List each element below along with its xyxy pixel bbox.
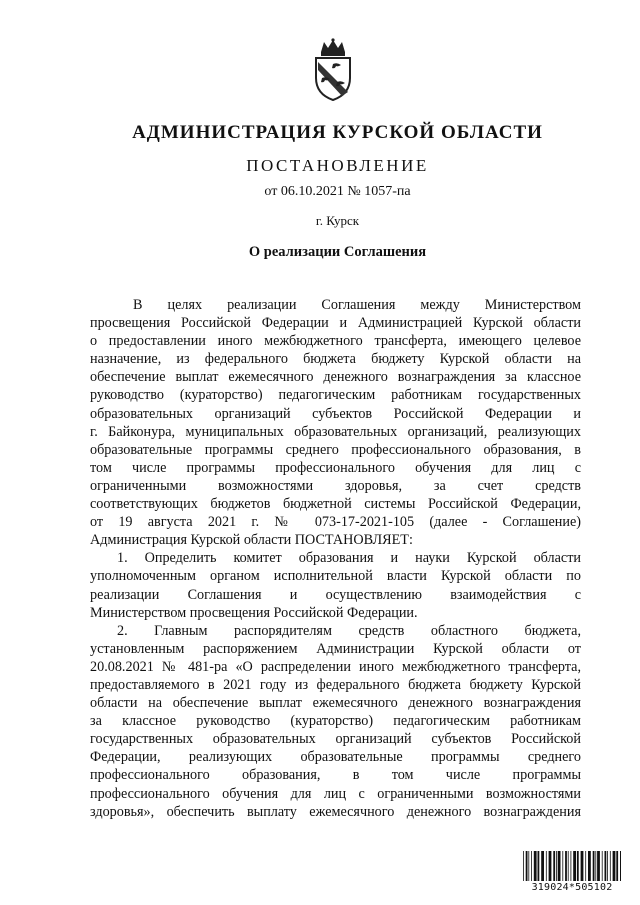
body-line: предоставляемого в 2021 году из федерального бюджета бюджету Курской xyxy=(90,676,581,693)
barcode-bar xyxy=(573,851,576,881)
body-line: ограниченными возможностями здоровья, за счет средств xyxy=(90,477,581,494)
barcode-bar xyxy=(613,851,616,881)
barcode-bar xyxy=(549,851,552,881)
body-line: образовательных организаций субъектов Российской Федерации и xyxy=(90,405,581,422)
body-line: г. Байконура, муниципальных образовательных организаций, реализующих xyxy=(90,423,581,440)
barcode-bar xyxy=(605,851,607,881)
body-line: обеспечение выплат ежемесячного денежного вознаграждения за классное xyxy=(90,369,581,386)
body-line: уполномоченным органом исполнительной власти Курской области по xyxy=(90,568,581,585)
barcode-bar xyxy=(534,851,537,881)
barcode-bar xyxy=(541,851,544,881)
barcode-bar xyxy=(526,851,528,881)
barcode-bar xyxy=(588,851,591,881)
body-line: 1. Определить комитет образования и науки Курской области xyxy=(117,550,581,567)
body-line: области на обеспечение выплат ежемесячного денежного вознаграждения xyxy=(90,695,581,712)
document-body xyxy=(90,296,581,821)
body-line: том числе программы профессионального обучения для лиц с xyxy=(90,459,581,476)
organization-title: АДМИНИСТРАЦИЯ КУРСКОЙ ОБЛАСТИ xyxy=(132,122,543,143)
barcode-bar xyxy=(602,851,603,881)
city-label: г. Курск xyxy=(315,213,360,228)
body-line: установленным распоряжением Администрации Курской области от xyxy=(90,640,581,657)
body-line: Администрация Курской области ПОСТАНОВЛЯЕТ: xyxy=(90,532,413,549)
barcode-bar xyxy=(546,851,547,881)
barcode-bar xyxy=(577,851,579,881)
barcode xyxy=(522,851,622,895)
body-line: Министерством просвещения Российской Федерации. xyxy=(90,604,418,621)
barcode-bar xyxy=(538,851,540,881)
barcode-bar xyxy=(595,851,596,881)
body-line: за классное руководство (кураторство) педагогическим работникам xyxy=(90,713,581,730)
barcode-bar xyxy=(556,851,557,881)
barcode-bar xyxy=(558,851,561,881)
barcode-bar xyxy=(553,851,555,881)
document-type: ПОСТАНОВЛЕНИЕ xyxy=(246,156,429,175)
barcode-bar xyxy=(607,851,608,881)
barcode-bar xyxy=(610,851,611,881)
body-line: руководство (кураторство) педагогическим работникам государственных xyxy=(90,387,581,404)
barcode-bar xyxy=(568,851,569,881)
body-line: о предоставлении иного межбюджетного трансферта, имеющего целевое xyxy=(90,333,581,350)
barcode-bar xyxy=(597,851,600,881)
body-line: 20.08.2021 № 481-ра «О распределении иного межбюджетного трансферта, xyxy=(90,658,581,675)
barcode-bar xyxy=(620,851,621,881)
barcode-bar xyxy=(571,851,572,881)
barcode-bar xyxy=(565,851,567,881)
body-line: образовательные программы среднего профессионального образования, в xyxy=(90,441,581,458)
barcode-bar xyxy=(593,851,595,881)
barcode-bars xyxy=(522,851,622,881)
body-line: профессионального образования, в том числе программы xyxy=(90,767,581,784)
barcode-bar xyxy=(531,851,532,881)
body-line: здоровья», обеспечить выплату ежемесячного денежного вознаграждения xyxy=(90,803,581,820)
barcode-number: 319024*505102 xyxy=(531,882,613,893)
body-line: назначение, из федерального бюджета бюджету Курской области на xyxy=(90,351,581,368)
barcode-bar xyxy=(528,851,529,881)
document-number: от 06.10.2021 № 1057-па xyxy=(264,184,411,199)
barcode-bar xyxy=(581,851,584,881)
body-line: государственных образовательных организаций субъектов Российской xyxy=(90,731,581,748)
body-line: В целях реализации Соглашения между Министерством xyxy=(133,297,581,313)
body-line: соответствующих бюджетов бюджетной системы Российской Федерации, xyxy=(90,496,581,513)
barcode-bar xyxy=(616,851,618,881)
body-line: просвещения Российской Федерации и Администрацией Курской области xyxy=(90,315,581,332)
coat-of-arms-emblem xyxy=(311,38,355,102)
barcode-bar xyxy=(562,851,563,881)
body-line: от 19 августа 2021 г. № 073-17-2021-105 (далее - Соглашение) xyxy=(90,514,581,531)
barcode-bar xyxy=(585,851,586,881)
document-subject: О реализации Соглашения xyxy=(248,244,427,260)
body-line: профессионального обучения для лиц с ограниченными возможностями xyxy=(90,785,581,802)
body-line: реализации Соглашения и осуществлению взаимодействия с xyxy=(90,586,581,603)
body-line: Федерации, реализующих образовательные программы среднего xyxy=(90,749,581,766)
body-line: 2. Главным распорядителям средств областного бюджета, xyxy=(117,622,581,639)
barcode-bar xyxy=(523,851,524,881)
